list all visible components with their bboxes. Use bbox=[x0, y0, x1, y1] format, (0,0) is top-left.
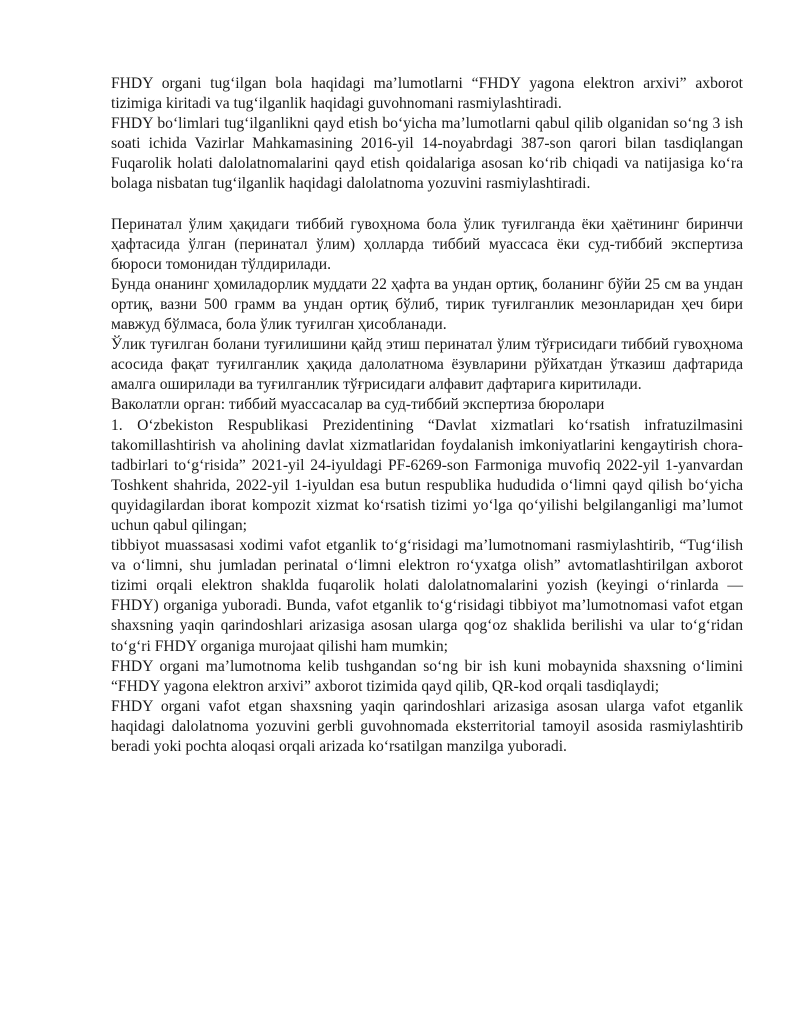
paragraph-death-certificate-issuance: FHDY organi vafot etgan shaxsning yaqin qarindoshlari arizasiga asosan ularga vafot etganlik haqidagi dalolatnoma yozuvini gerbli guvohnomada eksterritorial tamoyil asosida rasmiylashtirib beradi yoki pochta aloqasi orqali arizada ko‘rsatilgan manzilga yuboradi. bbox=[111, 697, 743, 755]
paragraph-stillbirth-criteria: Бунда онанинг ҳомиладорлик муддати 22 ҳафта ва ундан ортиқ, боланинг бўйи 25 см ва ундан ортиқ, вазни 500 грамм ва ундан ортиқ бўлиб, тирик туғилганлик мезонларидан ҳеч бири мавжуд бўлмаса, бола ўлик туғилган ҳисобланади. bbox=[111, 275, 743, 334]
paragraph-birth-registration: FHDY organi tug‘ilgan bola haqidagi ma’lumotlarni “FHDY yagona elektron arxivi” axborot tizimiga kiritadi va tug‘ilganlik haqidagi guvohnomani rasmiylashtiradi. bbox=[111, 75, 743, 113]
paragraph-authorized-body: Ваколатли орган: тиббий муассасалар ва суд-тиббий экспертиза бюролари bbox=[111, 396, 605, 414]
paragraph-stillbirth-registration: Ўлик туғилган болани туғилишини қайд этиш перинатал ўлим тўғрисидаги тиббий гувоҳнома асосида фақат туғилганлик ҳақида далолатнома ёзувларини рўйхатдан ўтказиш дафтарида амалга оширилади ва туғилганлик тўғрисидаги алфавит дафтарига киритилади. bbox=[111, 336, 743, 394]
paragraph-medical-staff: tibbiyot muassasasi xodimi vafot etganlik to‘g‘risidagi ma’lumotnomani rasmiylashtirib, “Tug‘ilish va o‘limni, shu jumladan perinatal o‘limni elektron ro‘yxatga olish” avtomatlashtirilgan axborot tizimi orqali elektron shaklda fuqarolik holati dalolatnomalarini yozish (keyingi o‘rinlarda — FHDY) organiga yuboradi. Bunda, vafot etganlik to‘g‘risidagi tibbiyot ma’lumotnomasi vafot etgan shaxsning yaqin qarindoshlari arizasiga asosan ularga qog‘oz shaklida berilishi va ular to‘g‘ridan to‘g‘ri FHDY organiga murojaat qilishi ham mumkin; bbox=[111, 537, 743, 655]
paragraph-presidential-decree: 1. O‘zbekiston Respublikasi Prezidentining “Davlat xizmatlari ko‘rsatish infratuzilmasini takomillashtirish va aholining davlat xizmatlaridan foydalanish imkoniyatlarini kengaytirish chora-tadbirlari to‘g‘risida” 2021-yil 24-iyuldagi PF-6269-son Farmoniga muvofiq 2022-yil 1-yanvardan Toshkent shahrida, 2022-yil 1-iyuldan esa butun respublika hududida o‘limni qayd qilish bo‘yicha quyidagilardan iborat kompozit xizmat ko‘rsatish tizimi yo‘lga qo‘yilishi belgilanganligi ma’lumot uchun qabul qilingan; bbox=[111, 416, 743, 534]
document-page bbox=[111, 74, 743, 757]
paragraph-fhdy-departments: FHDY bo‘limlari tug‘ilganlikni qayd etish bo‘yicha ma’lumotlarni qabul qilib olganidan so‘ng 3 ish soati ichida Vazirlar Mahkamasining 2016-yil 14-noyabrdagi 387-son qarori bilan tasdiqlangan Fuqarolik holati dalolatnomalarini qayd etish qoidalariga asosan ko‘rib chiqadi va natijasiga ko‘ra bolaga nisbatan tug‘ilganlik haqidagi dalolatnoma yozuvini rasmiylashtiradi. bbox=[111, 115, 743, 193]
paragraph-spacer bbox=[111, 195, 743, 215]
paragraph-fhdy-qr-confirmation: FHDY organi ma’lumotnoma kelib tushgandan so‘ng bir ish kuni mobaynida shaxsning o‘limini “FHDY yagona elektron arxivi” axborot tizimida qayd qilib, QR-kod orqali tasdiqlaydi; bbox=[111, 657, 743, 695]
paragraph-perinatal-certificate: Перинатал ўлим ҳақидаги тиббий гувоҳнома бола ўлик туғилганда ёки ҳаётининг биринчи ҳафтасида ўлган (перинатал ўлим) ҳолларда тиббий муассаса ёки суд-тиббий экспертиза бюроси томонидан тўлдирилади. bbox=[111, 215, 743, 273]
